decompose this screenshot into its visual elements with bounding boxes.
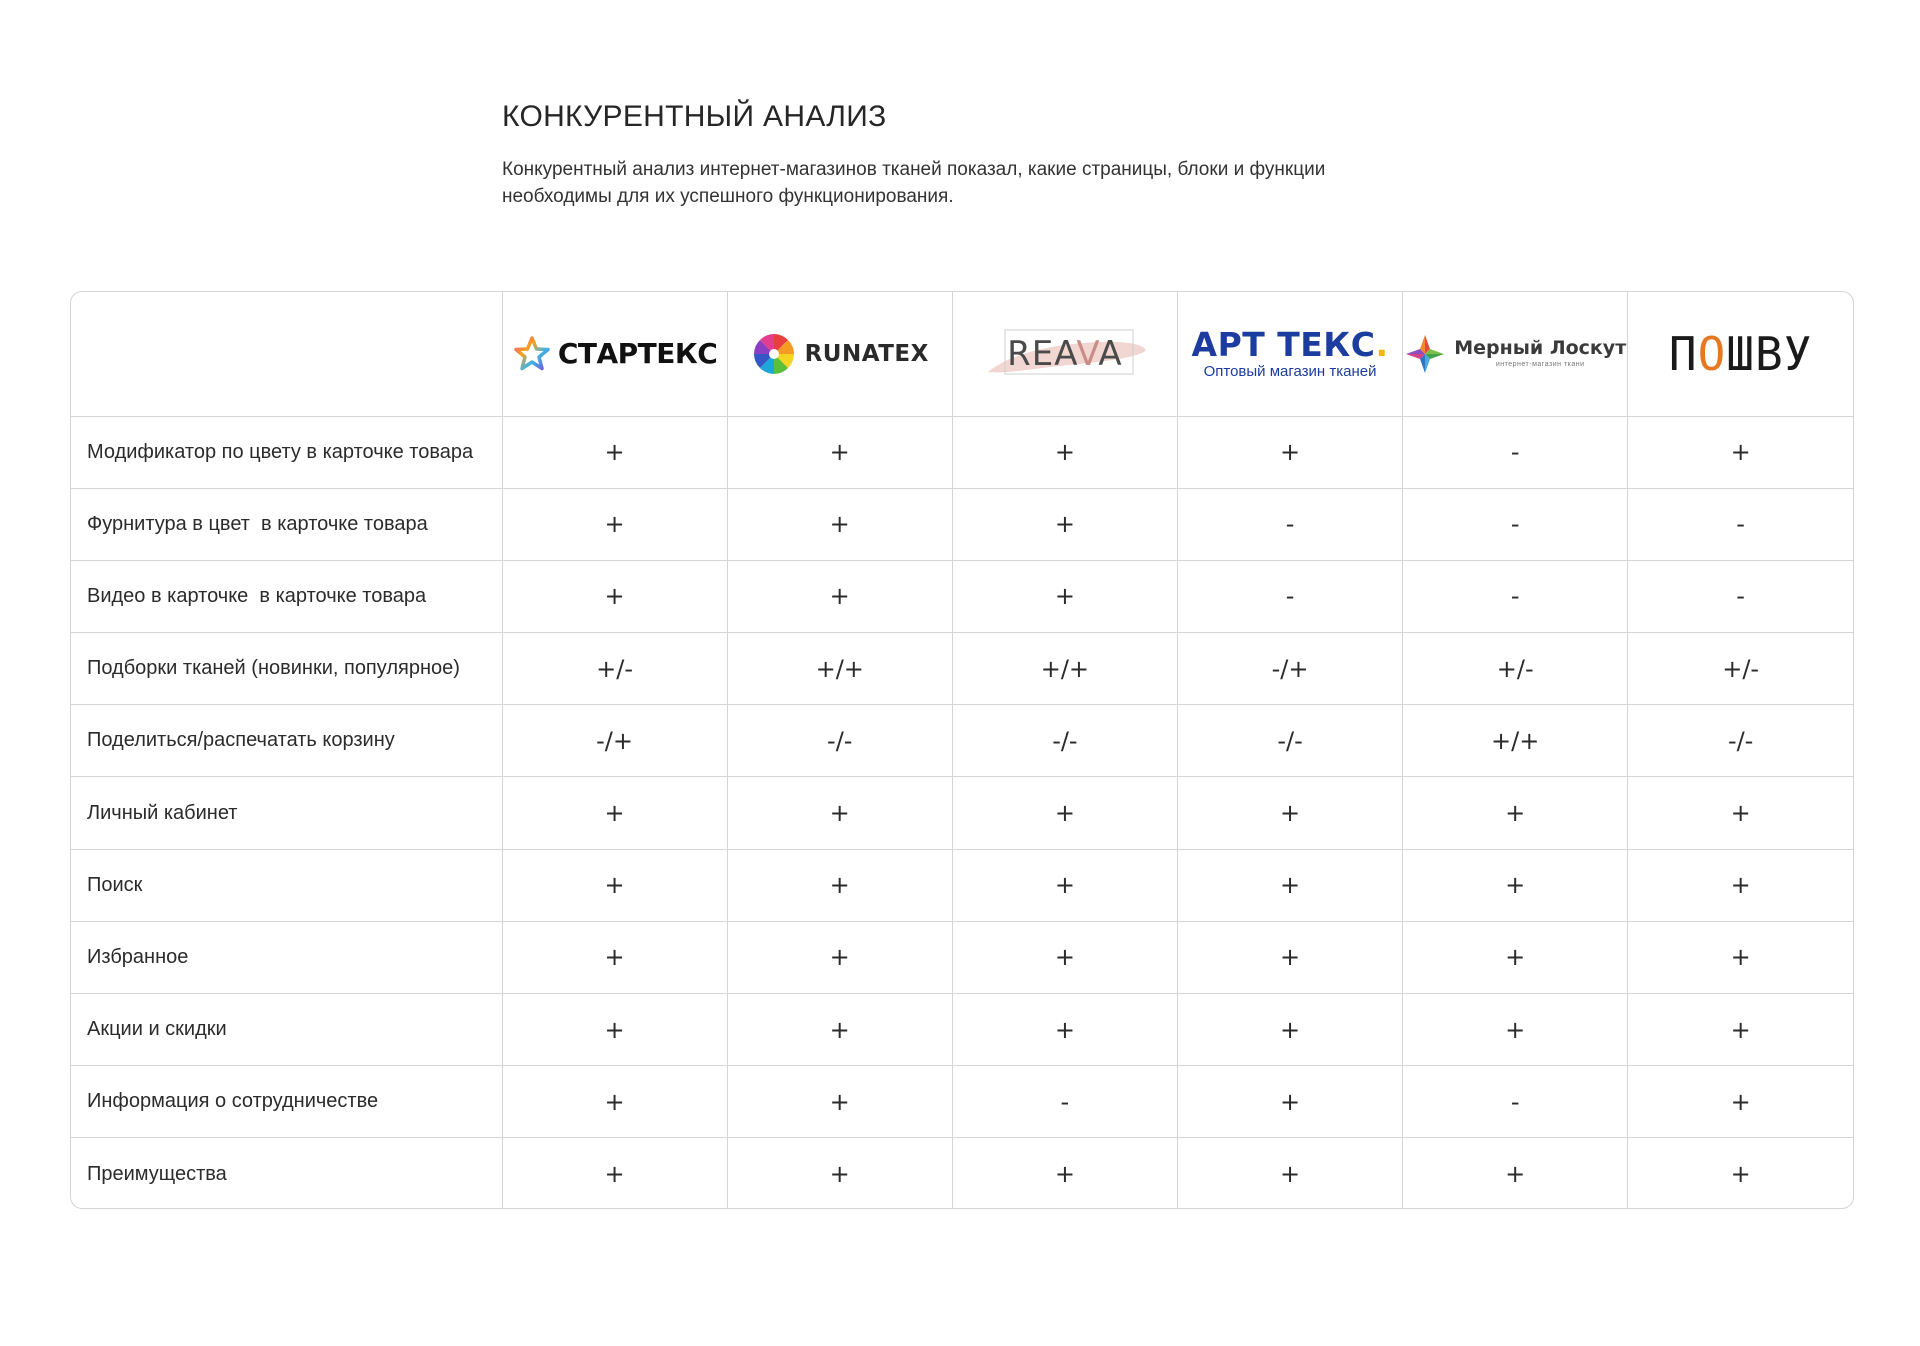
feature-label: Избранное: [71, 921, 502, 993]
value-cell: +: [727, 1066, 952, 1138]
art-teks-tagline: Оптовый магазин тканей: [1203, 363, 1377, 381]
value-cell: -: [952, 1066, 1177, 1138]
value-cell: +: [952, 849, 1177, 921]
value-cell: +: [1177, 416, 1402, 488]
value-cell: +: [1628, 416, 1853, 488]
merny-loskut-logo-text: Мерный Лоскут: [1454, 337, 1627, 360]
value-cell: +: [502, 849, 727, 921]
value-cell: -/-: [1628, 705, 1853, 777]
value-cell: +/+: [727, 633, 952, 705]
value-cell: +: [1177, 921, 1402, 993]
table-row: [71, 849, 1853, 921]
table-row: [71, 777, 1853, 849]
table-row: [71, 416, 1853, 488]
value-cell: +: [502, 921, 727, 993]
value-cell: +: [952, 1138, 1177, 1209]
value-cell: -: [1403, 416, 1628, 488]
value-cell: +: [727, 849, 952, 921]
table-row: [71, 1138, 1853, 1209]
value-cell: -/-: [952, 705, 1177, 777]
value-cell: +: [502, 560, 727, 632]
art-teks-logo-text: АРТ ТЕКС.: [1191, 325, 1389, 365]
value-cell: +/+: [1403, 705, 1628, 777]
value-cell: +: [727, 1138, 952, 1209]
table-row: [71, 705, 1853, 777]
feature-label: Поиск: [71, 849, 502, 921]
competitor-reava: [952, 292, 1177, 416]
value-cell: +: [952, 921, 1177, 993]
value-cell: -/-: [1177, 705, 1402, 777]
feature-label: Видео в карточке в карточке товара: [71, 560, 502, 632]
value-cell: +: [727, 921, 952, 993]
value-cell: +: [502, 1066, 727, 1138]
value-cell: +: [1403, 777, 1628, 849]
value-cell: +: [952, 560, 1177, 632]
value-cell: +/-: [1628, 633, 1853, 705]
competitor-merny-loskut: [1403, 292, 1628, 416]
feature-label: Преимущества: [71, 1138, 502, 1209]
value-cell: +: [727, 488, 952, 560]
table-row: [71, 633, 1853, 705]
value-cell: +: [727, 560, 952, 632]
value-cell: -: [1628, 488, 1853, 560]
comparison-table: [70, 291, 1854, 1209]
value-cell: +/-: [502, 633, 727, 705]
value-cell: -/+: [502, 705, 727, 777]
runatex-logo-text: RUNATEX: [804, 340, 929, 367]
competitor-startex: [502, 292, 727, 416]
value-cell: +: [1177, 994, 1402, 1066]
value-cell: -: [1403, 1066, 1628, 1138]
feature-label: Поделиться/распечатать корзину: [71, 705, 502, 777]
value-cell: -: [1403, 488, 1628, 560]
table-header-row: [71, 292, 1853, 416]
feature-label: Акции и скидки: [71, 994, 502, 1066]
header-empty-cell: [71, 292, 502, 416]
value-cell: +: [952, 488, 1177, 560]
value-cell: +: [502, 1138, 727, 1209]
reava-logo-text: REAVA: [1007, 333, 1123, 374]
feature-label: Модификатор по цвету в карточке товара: [71, 416, 502, 488]
value-cell: -: [1628, 560, 1853, 632]
value-cell: -/-: [727, 705, 952, 777]
table-row: [71, 1066, 1853, 1138]
value-cell: +: [952, 777, 1177, 849]
competitor-art-teks: [1177, 292, 1402, 416]
value-cell: +: [952, 994, 1177, 1066]
value-cell: +: [1177, 777, 1402, 849]
value-cell: -/+: [1177, 633, 1402, 705]
value-cell: +: [502, 488, 727, 560]
merny-loskut-tagline: интернет-магазин ткани: [1495, 361, 1585, 369]
value-cell: +: [1403, 994, 1628, 1066]
page-description: Конкурентный анализ интернет-магазинов тканей показал, какие страницы, блоки и функции необходимы для их успешного функционирования.: [502, 159, 1326, 207]
value-cell: +: [1403, 1138, 1628, 1209]
table-row: [71, 560, 1853, 632]
value-cell: +: [727, 416, 952, 488]
value-cell: -: [1177, 560, 1402, 632]
patchwork-star-icon: [1404, 333, 1446, 375]
flower-icon: [751, 331, 797, 377]
competitor-poshvu: [1628, 292, 1853, 416]
feature-label: Подборки тканей (новинки, популярное): [71, 633, 502, 705]
feature-label: Фурнитура в цвет в карточке товара: [71, 488, 502, 560]
value-cell: +: [502, 416, 727, 488]
poshvu-logo-text: ПОШВУ: [1668, 326, 1813, 381]
value-cell: +: [1628, 849, 1853, 921]
value-cell: -: [1177, 488, 1402, 560]
value-cell: +: [952, 416, 1177, 488]
value-cell: +: [1628, 777, 1853, 849]
table-row: [71, 488, 1853, 560]
value-cell: +: [1177, 1066, 1402, 1138]
value-cell: +/+: [952, 633, 1177, 705]
competitor-runatex: [727, 292, 952, 416]
table-row: [71, 921, 1853, 993]
value-cell: +: [502, 777, 727, 849]
table-row: [71, 994, 1853, 1066]
value-cell: +: [1177, 849, 1402, 921]
feature-label: Личный кабинет: [71, 777, 502, 849]
value-cell: +/-: [1403, 633, 1628, 705]
value-cell: +: [1628, 994, 1853, 1066]
value-cell: +: [727, 994, 952, 1066]
value-cell: +: [1628, 1138, 1853, 1209]
startex-logo-text: СТАРТЕКС: [557, 337, 718, 371]
value-cell: +: [502, 994, 727, 1066]
value-cell: -: [1403, 560, 1628, 632]
value-cell: +: [1177, 1138, 1402, 1209]
page-title: КОНКУРЕНТНЫЙ АНАЛИЗ: [502, 100, 887, 133]
value-cell: +: [1628, 921, 1853, 993]
value-cell: +: [727, 777, 952, 849]
feature-label: Информация о сотрудничестве: [71, 1066, 502, 1138]
value-cell: +: [1403, 921, 1628, 993]
star-icon: [512, 334, 552, 374]
value-cell: +: [1628, 1066, 1853, 1138]
value-cell: +: [1403, 849, 1628, 921]
